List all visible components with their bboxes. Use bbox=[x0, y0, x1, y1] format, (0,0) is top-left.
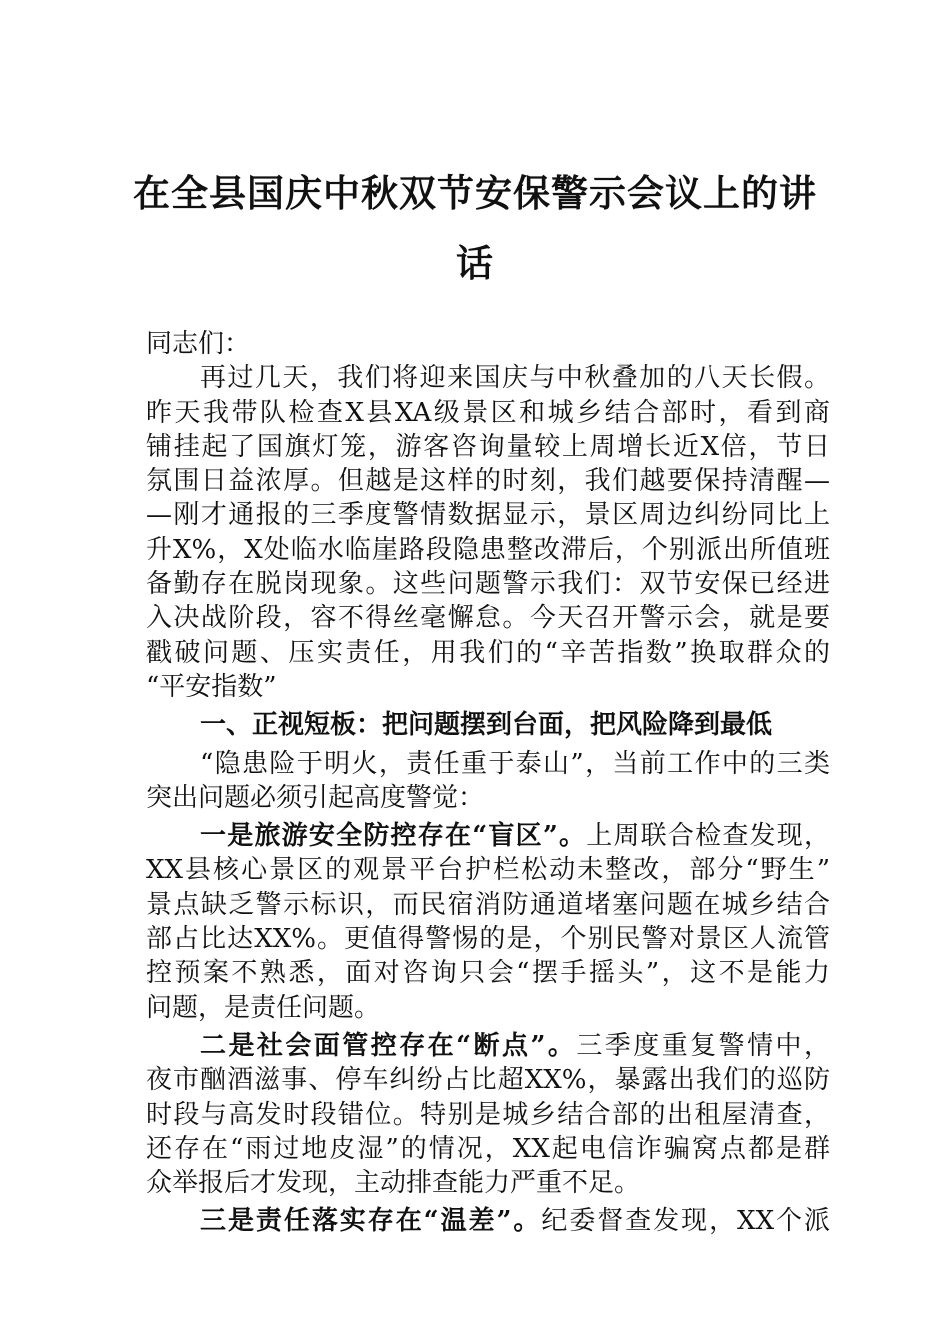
text-segment: 控预案不熟悉，面对咨询只会“摆手摇头”，这不是能力 bbox=[146, 958, 830, 989]
text-line bbox=[146, 922, 830, 956]
text-line bbox=[146, 956, 830, 990]
text-segment: 三季度重复警情中， bbox=[576, 1030, 830, 1061]
text-segment: 铺挂起了国旗灯笼，游客咨询量较上周增长近X倍，节日 bbox=[146, 431, 830, 462]
text-segment: “隐患险于明火，责任重于泰山”，当前工作中的三类 bbox=[200, 748, 830, 779]
text-segment: 部占比达XX%。更值得警惕的是，个别民警对景区人流管 bbox=[146, 924, 830, 955]
text-line bbox=[146, 498, 830, 532]
text-line bbox=[146, 430, 830, 464]
text-line bbox=[146, 1063, 830, 1097]
text-line bbox=[146, 853, 830, 887]
text-segment: 戳破问题、压实责任，用我们的“辛苦指数”换取群众的 bbox=[146, 637, 830, 668]
text-segment: 同志们： bbox=[146, 329, 251, 359]
document-title-line-1: 在全县国庆中秋双节安保警示会议上的讲 bbox=[133, 171, 817, 215]
bold-lead-text: 一、正视短板：把问题摆到台面，把风险降到最低 bbox=[200, 710, 773, 741]
text-line bbox=[146, 991, 830, 1025]
text-segment: 升X%，X处临水临崖路段隐患整改滞后，个别派出所值班 bbox=[146, 534, 830, 565]
text-segment: 昨天我带队检查X县XA级景区和城乡结合部时，看到商 bbox=[146, 397, 830, 428]
text-line bbox=[146, 1098, 830, 1132]
text-line bbox=[146, 1029, 830, 1063]
paragraph bbox=[146, 361, 830, 704]
text-line bbox=[146, 361, 830, 395]
text-segment: 众举报后才发现，主动排查能力严重不足。 bbox=[146, 1168, 641, 1199]
text-line bbox=[146, 888, 830, 922]
text-line bbox=[146, 747, 830, 781]
text-line bbox=[146, 781, 830, 815]
text-line bbox=[146, 1204, 830, 1238]
text-line bbox=[146, 636, 830, 670]
text-line bbox=[146, 819, 830, 853]
text-line bbox=[146, 533, 830, 567]
text-segment: 再过几天，我们将迎来国庆与中秋叠加的八天长假。 bbox=[200, 363, 830, 394]
text-line bbox=[146, 670, 830, 704]
paragraph bbox=[146, 1029, 830, 1200]
text-segment: 氛围日益浓厚。但越是这样的时刻，我们越要保持清醒— bbox=[146, 466, 830, 497]
text-segment: 景点缺乏警示标识，而民宿消防通道堵塞问题在城乡结合 bbox=[146, 889, 830, 920]
text-line bbox=[146, 1132, 830, 1166]
bold-lead-text: 三是责任落实存在“温差”。 bbox=[200, 1206, 542, 1237]
text-segment: 上周联合检查发现， bbox=[586, 821, 830, 852]
text-line bbox=[146, 567, 830, 601]
text-segment: 还存在“雨过地皮湿”的情况，XX起电信诈骗窝点都是群 bbox=[146, 1133, 830, 1164]
text-line bbox=[146, 327, 830, 361]
text-segment: 纪委督查发现，XX个派 bbox=[541, 1206, 830, 1237]
text-line bbox=[146, 396, 830, 430]
document-body bbox=[146, 327, 830, 1239]
text-line bbox=[146, 1166, 830, 1200]
document-title-line-2: 话 bbox=[456, 241, 494, 285]
bold-lead-text: 一是旅游安全防控存在“盲区”。 bbox=[200, 821, 587, 852]
text-segment: 入决战阶段，容不得丝毫懈怠。今天召开警示会，就是要 bbox=[146, 603, 830, 634]
salutation bbox=[146, 327, 830, 361]
text-segment: 问题，是责任问题。 bbox=[146, 992, 381, 1023]
paragraph bbox=[146, 747, 830, 816]
text-line bbox=[146, 708, 830, 742]
text-line bbox=[146, 601, 830, 635]
paragraph bbox=[146, 819, 830, 1025]
bold-lead-text: 二是社会面管控存在“断点”。 bbox=[200, 1030, 577, 1061]
text-segment: 时段与高发时段错位。特别是城乡结合部的出租屋清查， bbox=[146, 1099, 830, 1130]
paragraph bbox=[146, 1204, 830, 1238]
text-line bbox=[146, 464, 830, 498]
section-heading bbox=[146, 708, 830, 742]
text-segment: 备勤存在脱岗现象。这些问题警示我们：双节安保已经进 bbox=[146, 569, 830, 600]
text-segment: 夜市酗酒滋事、停车纠纷占比超XX%，暴露出我们的巡防 bbox=[146, 1065, 830, 1096]
text-segment: XX县核心景区的观景平台护栏松动未整改，部分“野生” bbox=[146, 855, 830, 886]
text-segment: “平安指数” bbox=[146, 671, 277, 702]
text-segment: —刚才通报的三季度警情数据显示，景区周边纠纷同比上 bbox=[146, 500, 830, 531]
text-segment: 突出问题必须引起高度警觉： bbox=[146, 782, 485, 813]
